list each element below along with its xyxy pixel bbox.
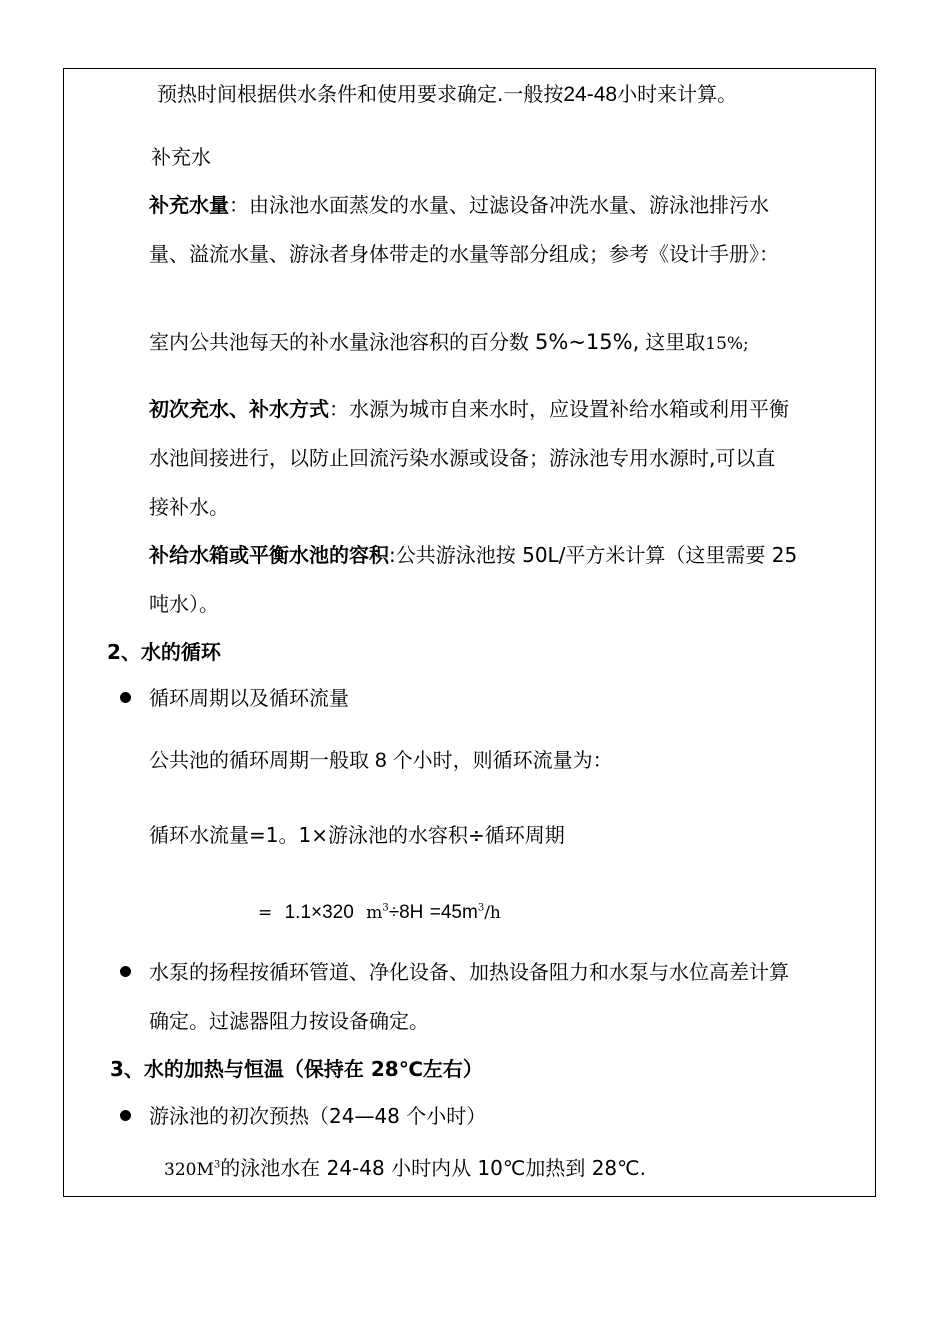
- pool-volume-sup: 3: [213, 1159, 221, 1171]
- calc-multiplication: 1.1×320: [284, 902, 354, 923]
- bullet-initial-preheat: 游泳池的初次预热（24—48 个小时）: [149, 1104, 487, 1128]
- supplement-percentage-chosen: 15%;: [705, 334, 749, 354]
- filling-method-label: 初次充水、补水方式: [149, 397, 329, 421]
- preheat-text-c: 小时来计算。: [617, 82, 738, 106]
- calc-equals: =: [258, 903, 273, 923]
- preheat-hours-range: 24-48: [563, 83, 618, 106]
- pump-head-continued: 确定。过滤器阻力按设备确定。: [149, 1009, 429, 1033]
- circulation-flow-formula: 循环水流量=1。1×游泳池的水容积÷循环周期: [149, 823, 565, 847]
- preheat-time-line: [157, 82, 737, 107]
- preheat-detail-line: [164, 1156, 646, 1182]
- supplement-amount-label: 补充水量: [149, 193, 229, 217]
- tank-volume-line: [149, 543, 797, 567]
- indoor-pool-text-a: 室内公共池每天的补水量泳池容积的百分数: [149, 330, 529, 354]
- supplement-amount-continued: 量、溢流水量、游泳者身体带走的水量等部分组成；参考《设计手册》：: [149, 242, 779, 266]
- circulation-text-c: 个小时，则循环流量为：: [392, 748, 613, 772]
- circulation-period-line: [149, 748, 613, 773]
- pool-volume: 320M: [164, 1160, 214, 1180]
- supplement-water-heading: 补充水: [151, 145, 211, 169]
- indoor-pool-supplement-line: [149, 330, 749, 356]
- indoor-pool-text-c: 这里取: [645, 330, 706, 354]
- filling-method-continued: 水池间接进行，以防止回流污染水源或设备；游泳池专用水源时,可以直: [149, 446, 776, 470]
- filling-method-end: 接补水。: [149, 495, 229, 519]
- section-3-heading: 3、水的加热与恒温（保持在 28℃左右）: [110, 1057, 483, 1081]
- supplement-percentage-range: 5%~15%,: [535, 330, 640, 354]
- bullet-icon: [120, 692, 131, 703]
- calc-unit-m: m: [366, 903, 383, 923]
- tank-volume-label: 补给水箱或平衡水池的容积: [149, 543, 389, 567]
- bullet-pump-head: 水泵的扬程按循环管道、净化设备、加热设备阻力和水泵与水位高差计算: [149, 960, 789, 984]
- calc-result: =45m: [429, 902, 478, 923]
- calc-divide-hours: ÷8H: [388, 902, 424, 923]
- bullet-icon: [120, 966, 131, 977]
- calc-unit-sup: 3: [382, 902, 389, 914]
- supplement-amount-text: ：由泳池水面蒸发的水量、过滤设备冲洗水量、游泳池排污水: [229, 193, 769, 217]
- filling-method-line: [149, 397, 789, 421]
- calc-result-sup: 3: [477, 902, 485, 914]
- bullet-circulation-period: 循环周期以及循环流量: [149, 686, 349, 710]
- preheat-detail-text: 的泳池水在 24-48 小时内从 10℃加热到 28℃.: [220, 1156, 646, 1180]
- section-2-heading: 2、水的循环: [107, 640, 221, 664]
- tank-volume-continued: 吨水）。: [149, 592, 219, 616]
- supplement-amount-line: [149, 193, 769, 217]
- preheat-text-a: 预热时间根据供水条件和使用要求确定.一般按: [157, 82, 564, 106]
- circulation-flow-calculation: [258, 899, 501, 925]
- calc-result-unit: /h: [484, 903, 501, 923]
- circulation-hours: 8: [375, 749, 387, 772]
- filling-method-text: ：水源为城市自来水时，应设置补给水箱或利用平衡: [329, 397, 789, 421]
- tank-volume-text: :公共游泳池按 50L/平方米计算（这里需要 25: [389, 543, 798, 567]
- circulation-text-a: 公共池的循环周期一般取: [149, 748, 369, 772]
- bullet-icon: [120, 1110, 131, 1121]
